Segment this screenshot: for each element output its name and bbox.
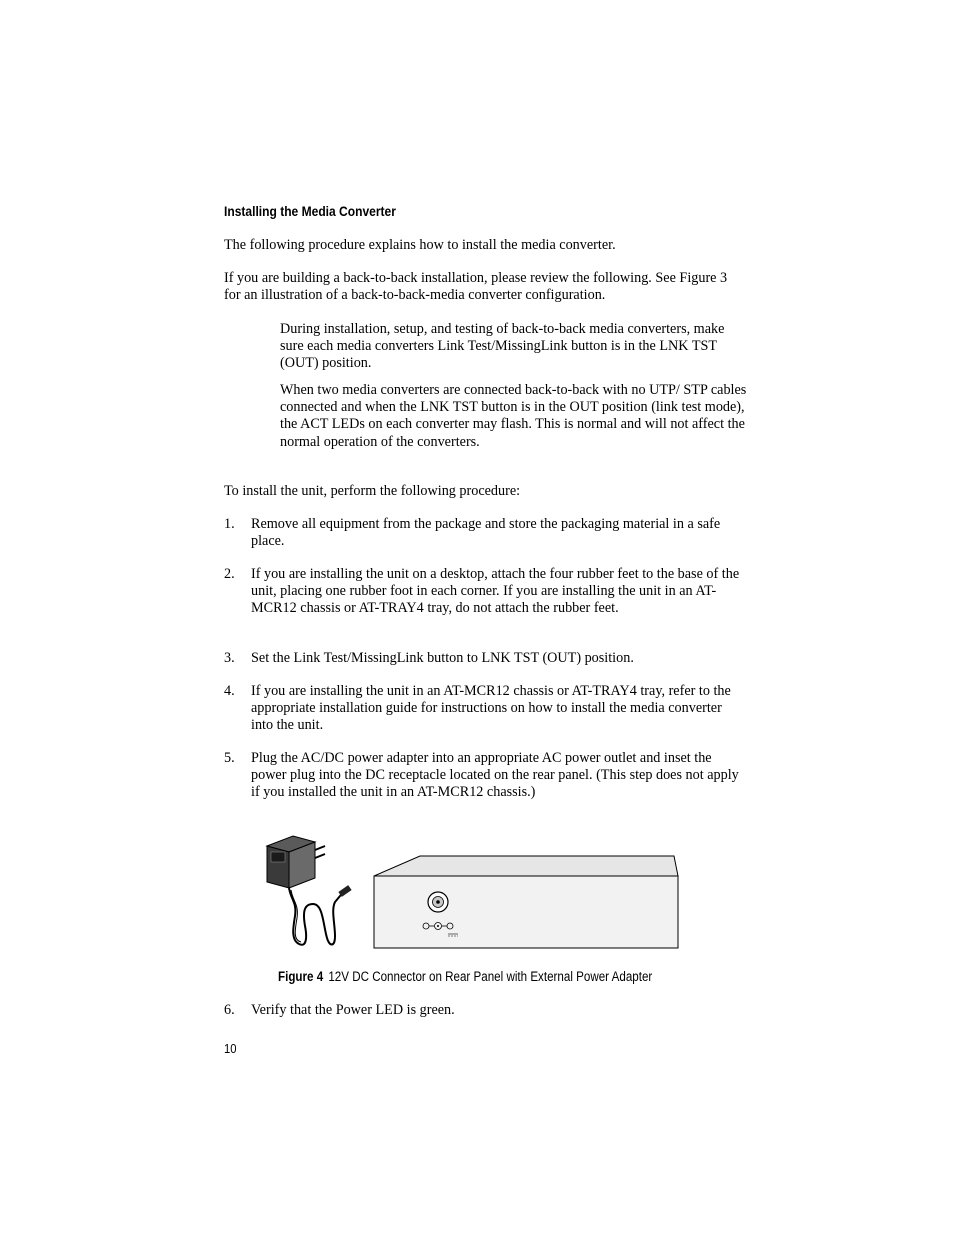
figure-label: Figure 4 <box>278 969 324 984</box>
step-text: Set the Link Test/MissingLink button to LNK TST (OUT) position. <box>251 650 634 666</box>
figure-caption-text: 12V DC Connector on Rear Panel with External Power Adapter <box>328 969 653 984</box>
procedure-intro: To install the unit, perform the following procedure: <box>224 483 521 499</box>
step-number: 2. <box>224 566 235 582</box>
note-paragraph: When two media converters are connected back-to-back with no UTP/ STP cables connected and when the LNK TST button is in the OUT position (link test mode), the ACT LEDs on each converter may flash. This is normal and will not affect the normal operation of the converters. <box>280 382 747 450</box>
page-number: 10 <box>224 1042 237 1056</box>
step-number: 6. <box>224 1002 235 1018</box>
step-number: 3. <box>224 650 235 666</box>
intro-paragraph: The following procedure explains how to install the media converter. <box>224 237 616 253</box>
media-converter-rear-panel <box>374 856 678 948</box>
step-text: If you are installing the unit on a desktop, attach the four rubber feet to the base of the unit, placing one rubber foot in each corner. If you are installing the unit in an AT-MCR12 chassis or AT-TRAY4 tray, do not attach the rubber feet. <box>251 566 740 617</box>
step-text: Remove all equipment from the package and store the packaging material in a safe place. <box>251 516 721 550</box>
step-text: If you are installing the unit in an AT-MCR12 chassis or AT-TRAY4 tray, refer to the appropriate installation guide for instructions on how to install the media converter into the unit. <box>251 683 731 734</box>
step-number: 4. <box>224 683 235 699</box>
section-title: Installing the Media Converter <box>224 203 396 219</box>
step-number: 5. <box>224 750 235 766</box>
figure-illustration <box>255 828 685 956</box>
figure-caption <box>278 969 652 984</box>
step-number: 1. <box>224 516 235 532</box>
review-paragraph: If you are building a back-to-back installation, please review the following. See Figure 3 for an illustration of a back-to-back-media converter configuration. <box>224 270 728 304</box>
power-adapter-icon <box>267 836 352 945</box>
note-paragraph: During installation, setup, and testing of back-to-back media converters, make sure each media converters Link Test/MissingLink button is in the LNK TST (OUT) position. <box>280 321 725 372</box>
figure-drawing <box>255 828 685 956</box>
step-text: Plug the AC/DC power adapter into an appropriate AC power outlet and inset the power plug into the DC receptacle located on the rear panel. (This step does not apply if you installed the unit in an AT-MCR12 chassis.) <box>251 750 739 801</box>
step-text: Verify that the Power LED is green. <box>251 1002 455 1018</box>
